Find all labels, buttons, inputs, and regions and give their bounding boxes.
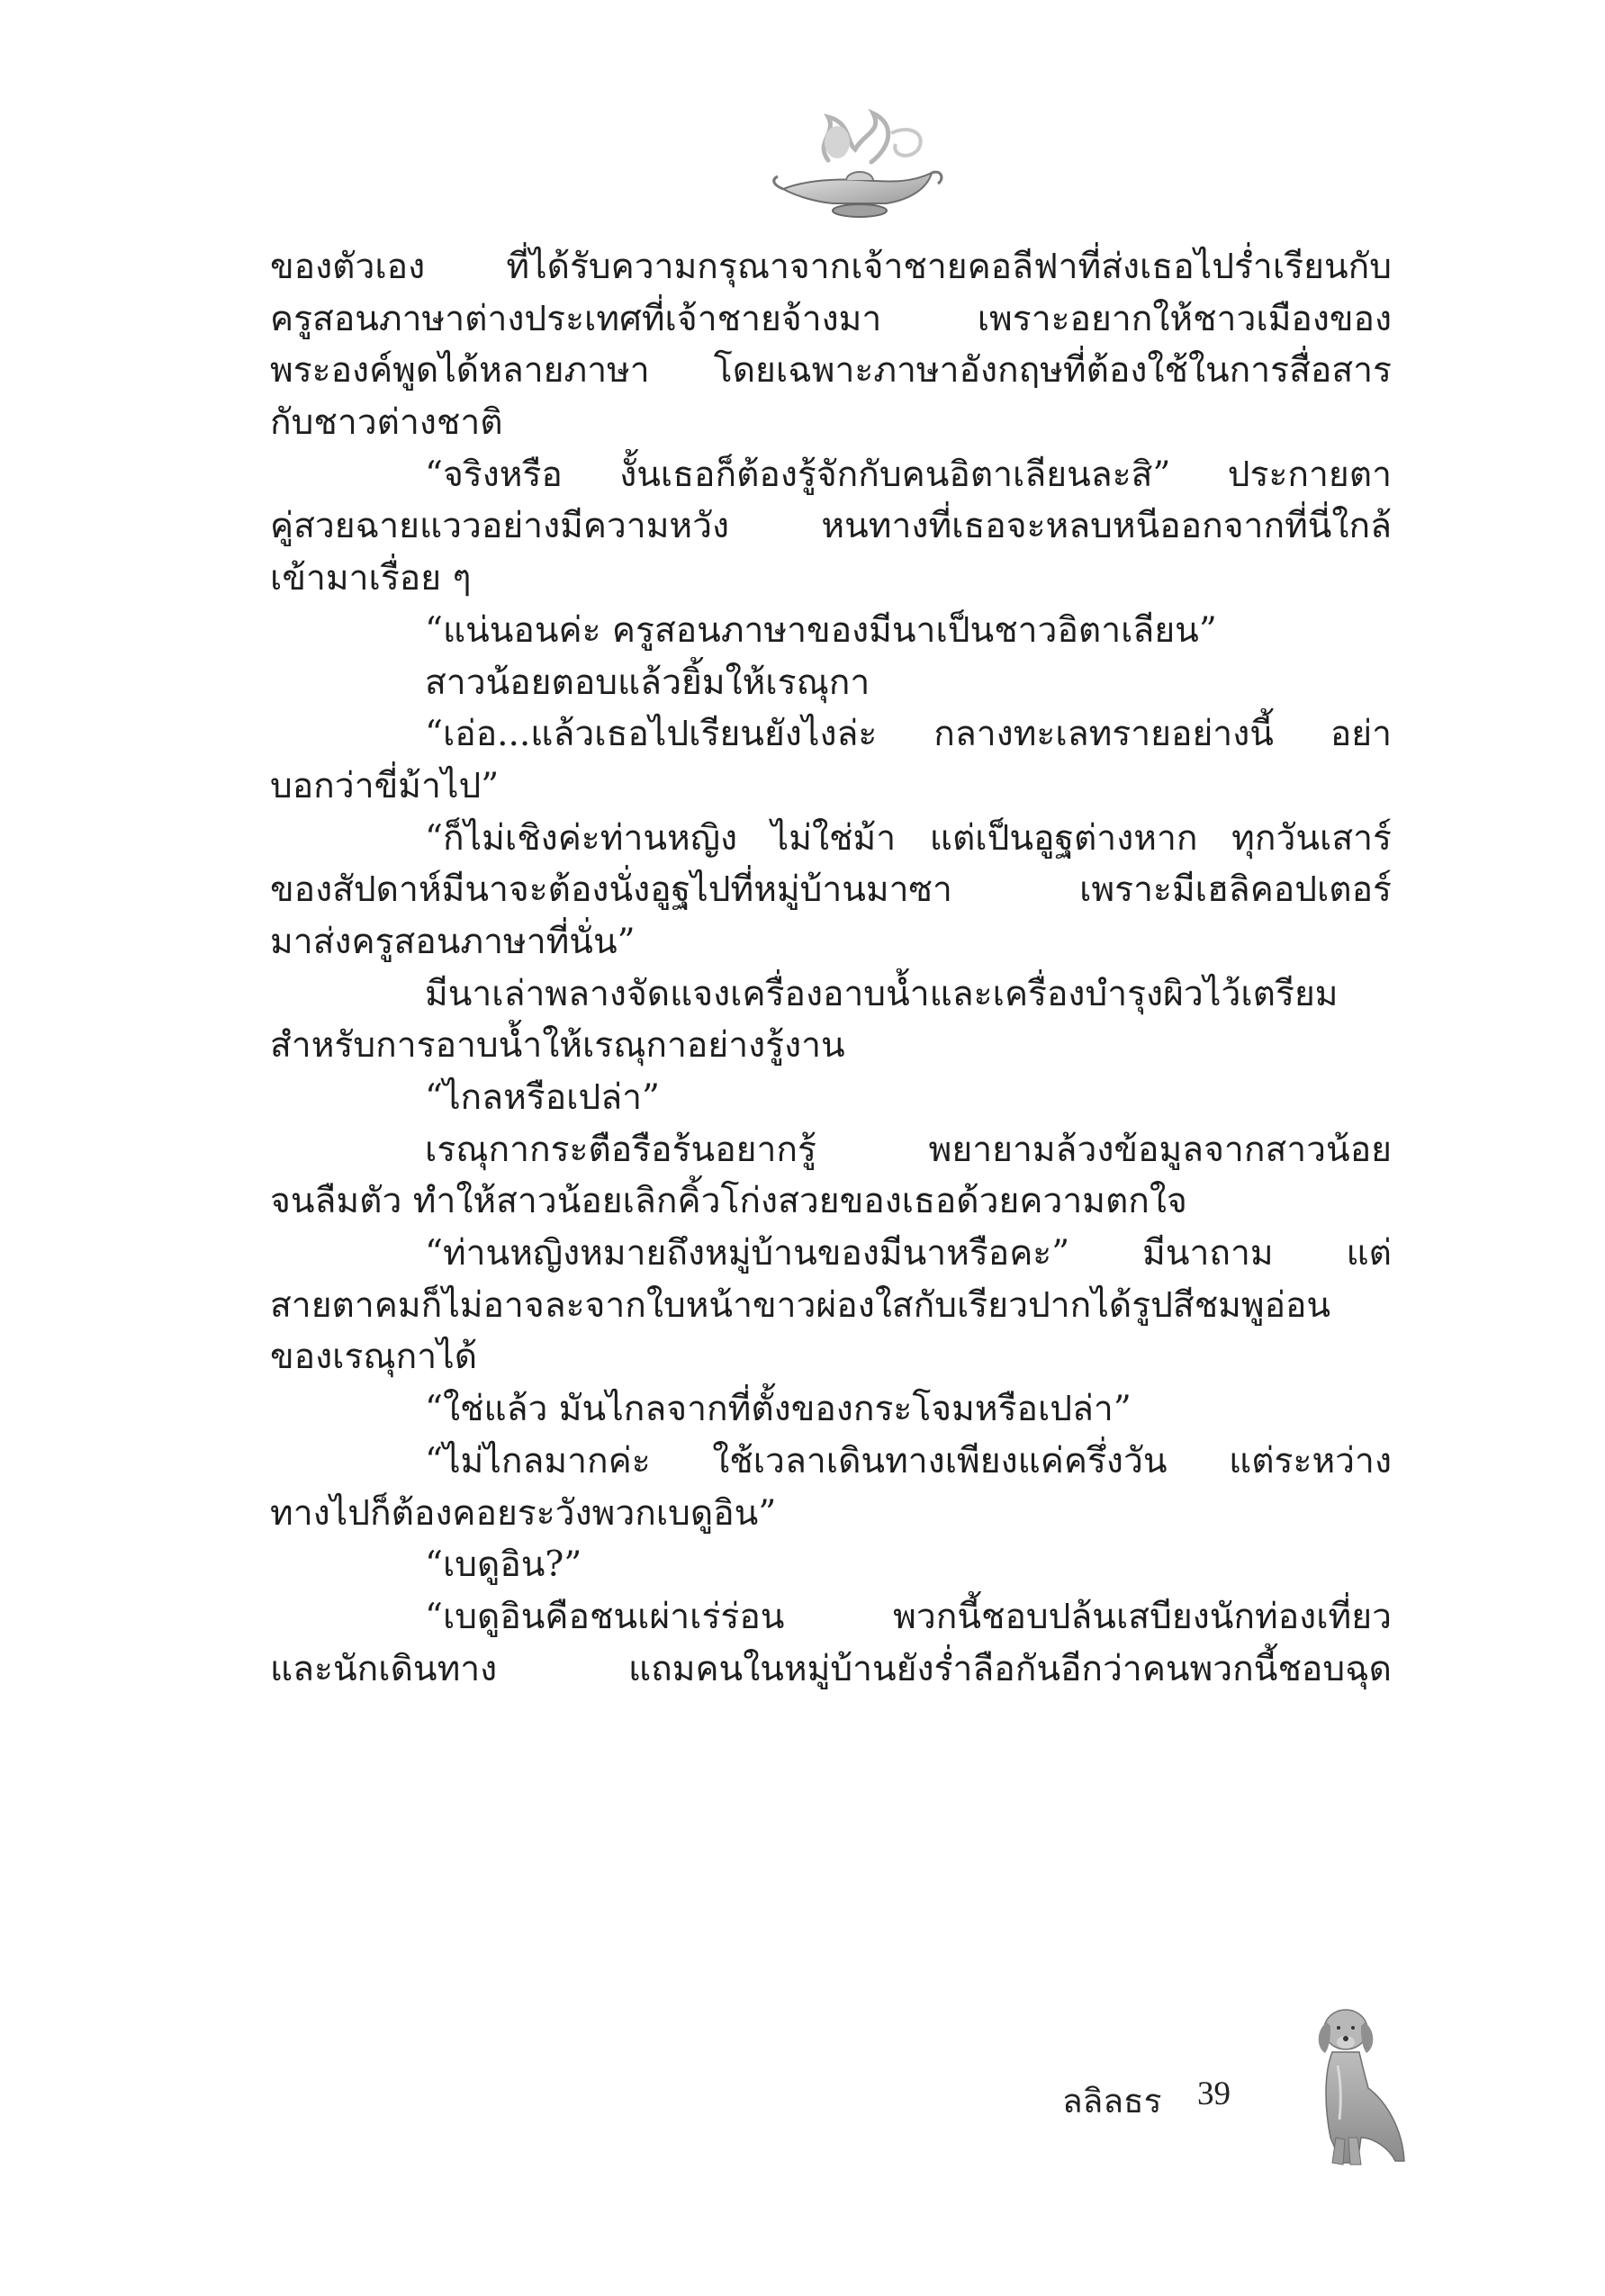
text-line: “ก็ไม่เชิงค่ะท่านหญิง ไม่ใช่ม้า แต่เป็นอูฐต่างหาก ทุกวันเสาร์ (425, 817, 1392, 859)
text-line: “เบดูอินคือชนเผ่าเร่ร่อน พวกนี้ชอบปล้นเสบียงนักท่องเที่ยว (425, 1596, 1392, 1637)
page-number: 39 (1197, 2075, 1231, 2112)
text-line: “ไกลหรือเปล่า” (425, 1077, 660, 1118)
text-line: คู่สวยฉายแววอย่างมีความหวัง หนทางที่เธอจะหลบหนีออกจากที่นี่ใกล้ (270, 506, 1392, 547)
text-line: สำหรับการอาบน้ำให้เรณุกาอย่างรู้งาน (270, 1025, 845, 1067)
text-line: กับชาวต่างชาติ (270, 402, 503, 444)
text-line: ของตัวเอง ที่ได้รับความกรุณาจากเจ้าชายคอลีฟาที่ส่งเธอไปร่ำเรียนกับ (270, 247, 1392, 287)
text-line: “เอ่อ...แล้วเธอไปเรียนยังไงล่ะ กลางทะเลทรายอย่างนี้ อย่า (425, 714, 1392, 755)
text-line: ครูสอนภาษาต่างประเทศที่เจ้าชายจ้างมา เพราะอยากให้ชาวเมืองของ (270, 298, 1392, 339)
text-line: มีนาเล่าพลางจัดแจงเครื่องอาบน้ำและเครื่องบำรุงผิวไว้เตรียม (425, 973, 1339, 1014)
text-line: “ไม่ไกลมากค่ะ ใช้เวลาเดินทางเพียงแค่ครึ่งวัน แต่ระหว่าง (425, 1440, 1392, 1481)
magic-lamp-icon (765, 106, 954, 223)
book-title: ลลิลธร (1062, 2083, 1162, 2120)
text-line: พระองค์พูดได้หลายภาษา โดยเฉพาะภาษาอังกฤษที่ต้องใช้ในการสื่อสาร (270, 350, 1392, 392)
text-line: ทางไปก็ต้องคอยระวังพวกเบดูอิน” (270, 1492, 777, 1534)
text-line: ของเรณุกาได้ (270, 1337, 478, 1378)
text-line: สายตาคมก็ไม่อาจละจากใบหน้าขาวผ่องใสกับเรียวปากได้รูปสีชมพูอ่อน (270, 1284, 1331, 1326)
dog-illustration (1305, 2003, 1409, 2169)
text-line: เข้ามาเรื่อย ๆ (270, 558, 472, 599)
text-line: สาวน้อยตอบแล้วยิ้มให้เรณุกา (425, 662, 870, 703)
text-line: มาส่งครูสอนภาษาที่นั่น” (270, 921, 636, 962)
text-line: และนักเดินทาง แถมคนในหมู่บ้านยังร่ำลือกันอีกว่าคนพวกนี้ชอบฉุด (270, 1648, 1392, 1689)
text-line: “จริงหรือ งั้นเธอก็ต้องรู้จักกับคนอิตาเลียนละสิ” ประกายตา (425, 454, 1392, 495)
text-line: จนลืมตัว ทำให้สาวน้อยเลิกคิ้วโก่งสวยของเธอด้วยความตกใจ (270, 1181, 1187, 1222)
text-line: “เบดูอิน?” (425, 1544, 582, 1586)
text-line: เรณุกากระตือรือร้นอยากรู้ พยายามล้วงข้อมูลจากสาวน้อย (425, 1129, 1392, 1170)
body-text (270, 241, 1392, 1695)
text-line: “ท่านหญิงหมายถึงหมู่บ้านของมีนาหรือคะ” มีนาถาม แต่ (425, 1233, 1392, 1274)
page-footer (1062, 2075, 1260, 2120)
text-line: “ใช่แล้ว มันไกลจากที่ตั้งของกระโจมหรือเปล่า” (425, 1389, 1132, 1430)
text-line: ของสัปดาห์มีนาจะต้องนั่งอูฐไปที่หมู่บ้านมาซา เพราะมีเฮลิคอปเตอร์ (270, 869, 1392, 911)
text-line: บอกว่าขี่ม้าไป” (270, 765, 500, 806)
text-line: “แน่นอนค่ะ ครูสอนภาษาของมีนาเป็นชาวอิตาเลียน” (425, 609, 1217, 651)
